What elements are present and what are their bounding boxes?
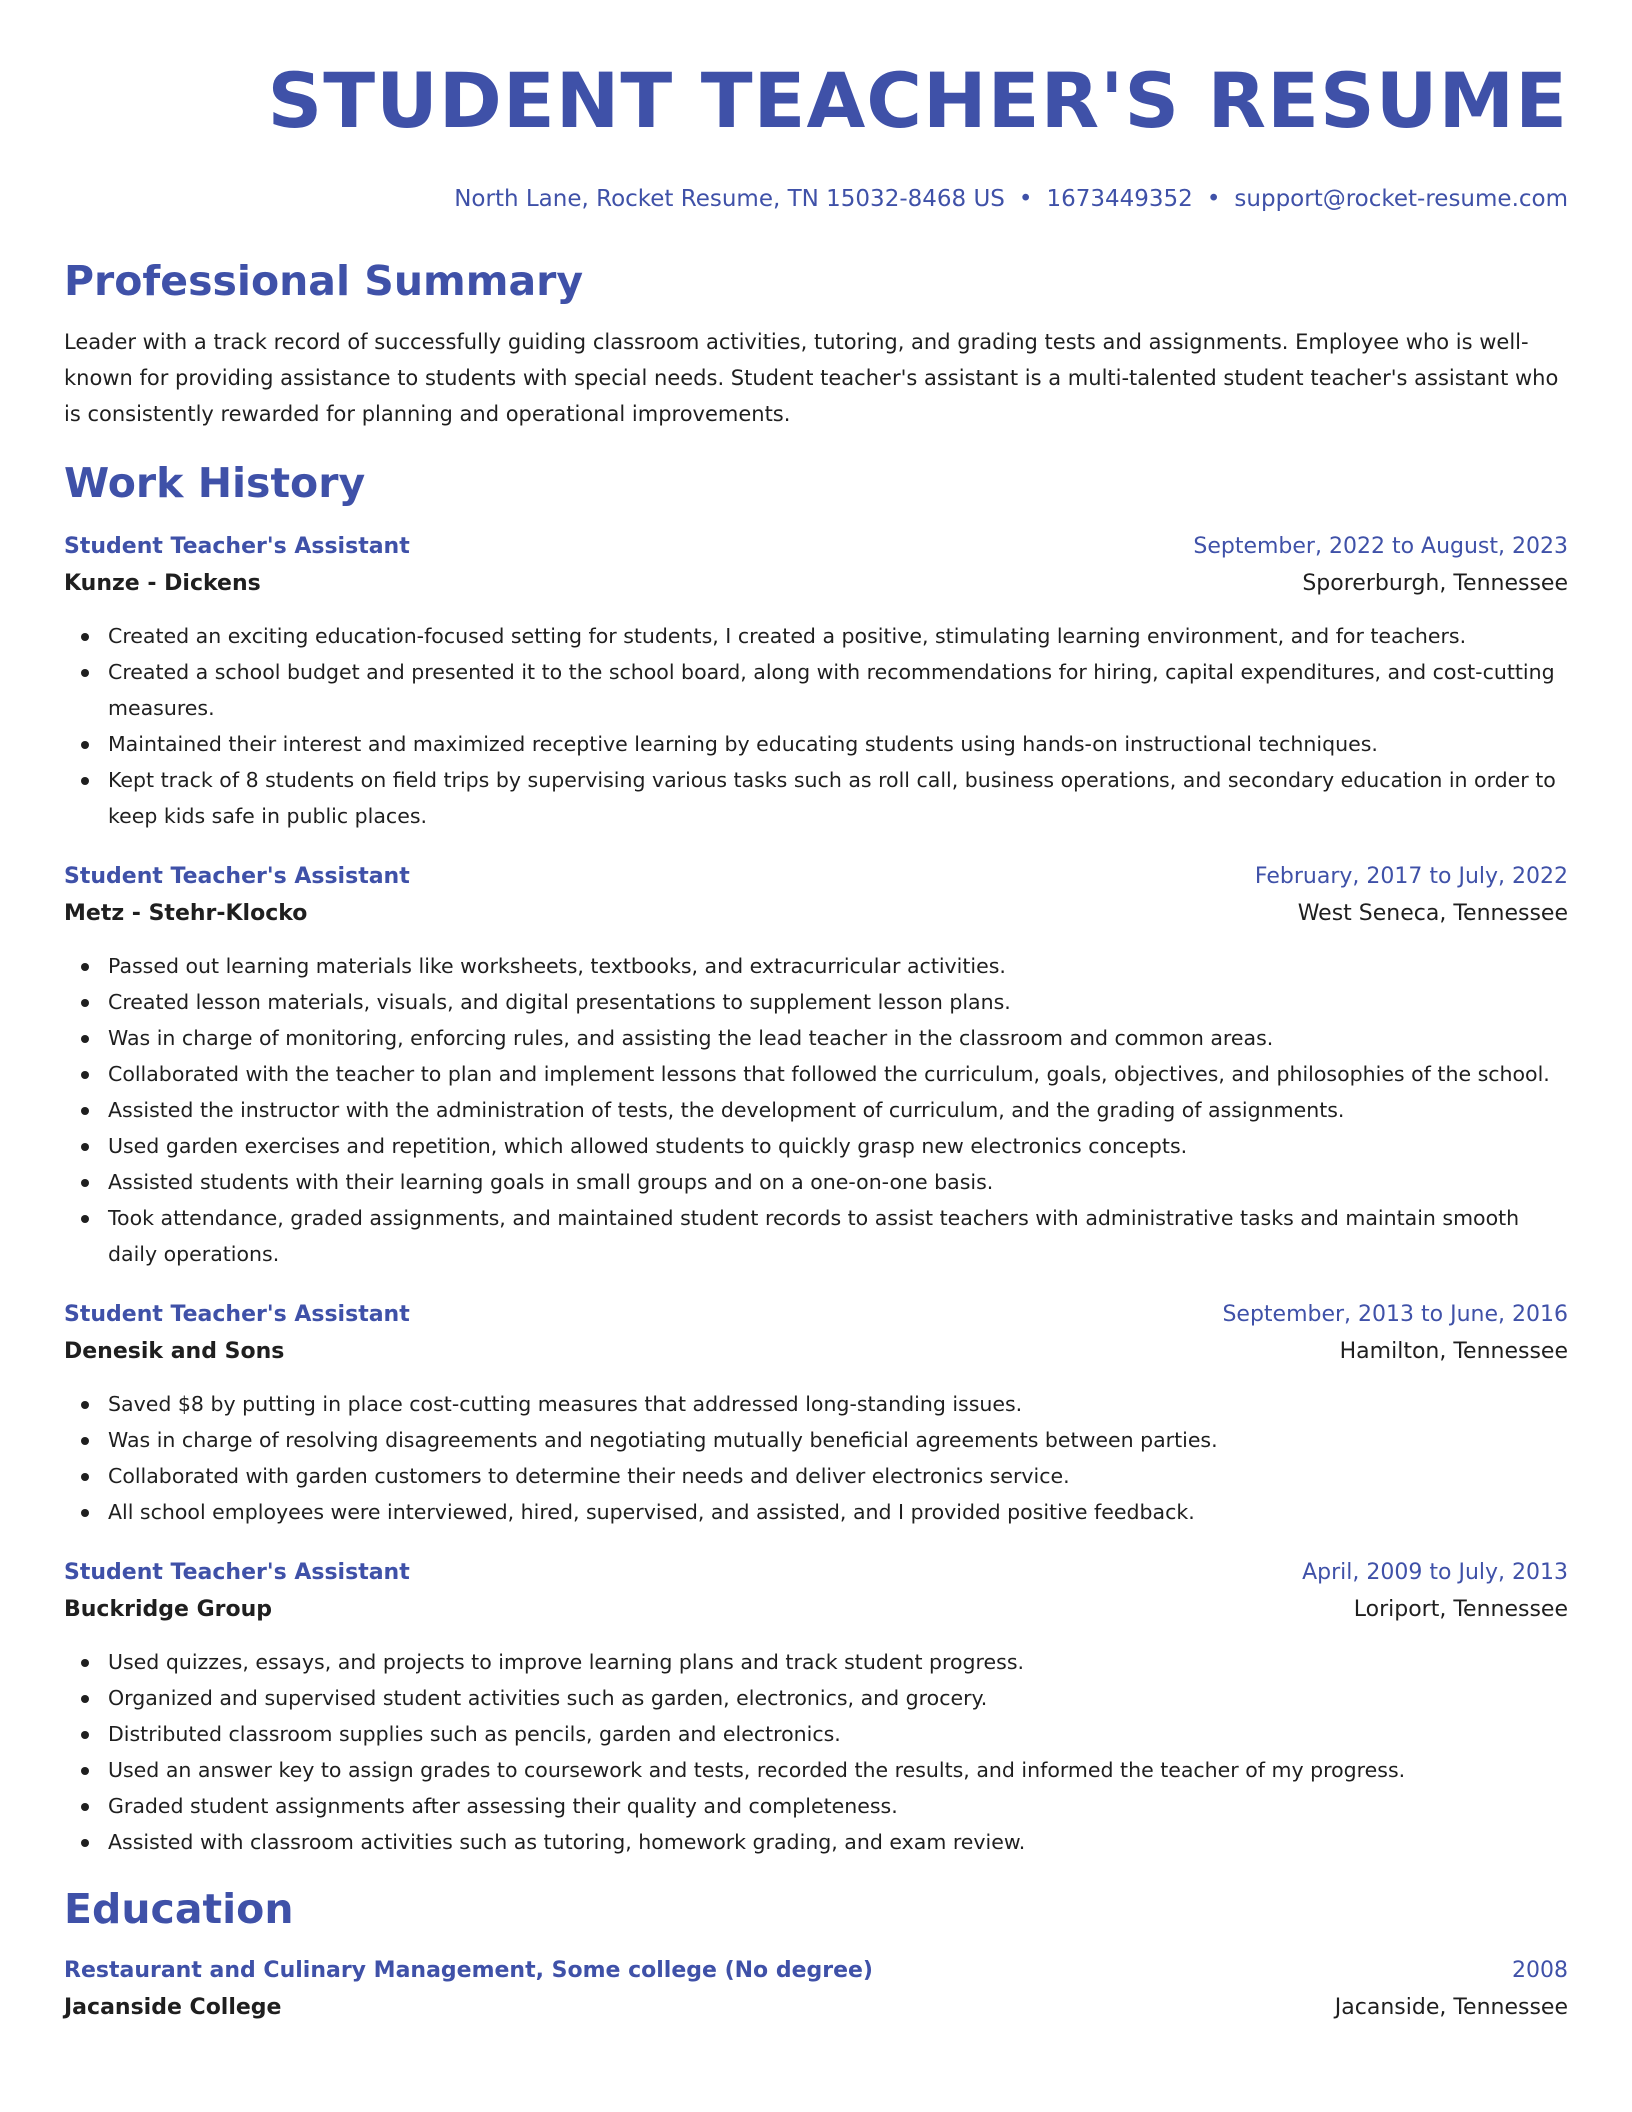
contact-separator: • [1206, 186, 1221, 212]
job-company: Denesik and Sons [64, 1339, 285, 1364]
job-company: Metz - Stehr-Klocko [64, 901, 308, 926]
job-dates: September, 2013 to June, 2016 [1222, 1302, 1568, 1327]
education-year: 2008 [1512, 1958, 1568, 1983]
job-location: Hamilton, Tennessee [1339, 1339, 1568, 1364]
job-entry [64, 1298, 1568, 1530]
job-bullet: Created an exciting education-focused setting for students, I created a positive, stimulating learning environment, and for teachers. [64, 618, 1568, 654]
job-company: Kunze - Dickens [64, 571, 261, 596]
job-entry [64, 1556, 1568, 1860]
job-bullet: Used an answer key to assign grades to coursework and tests, recorded the results, and informed the teacher of my progress. [64, 1752, 1568, 1788]
job-bullet: Was in charge of monitoring, enforcing rules, and assisting the lead teacher in the classroom and common areas. [64, 1020, 1568, 1056]
job-bullet: Used garden exercises and repetition, which allowed students to quickly grasp new electronics concepts. [64, 1128, 1568, 1164]
job-bullet: Saved $8 by putting in place cost-cutting measures that addressed long-standing issues. [64, 1386, 1568, 1422]
job-bullet: Maintained their interest and maximized receptive learning by educating students using hands-on instructional techniques. [64, 726, 1568, 762]
job-entry [64, 530, 1568, 834]
job-title: Student Teacher's Assistant [64, 1302, 410, 1327]
job-entry [64, 860, 1568, 1272]
job-bullet: Collaborated with the teacher to plan and implement lessons that followed the curriculum, goals, objectives, and philosophies of the school. [64, 1056, 1568, 1092]
contact-phone: 1673449352 [1046, 186, 1193, 212]
job-bullet: Assisted the instructor with the administration of tests, the development of curriculum, and the grading of assignments. [64, 1092, 1568, 1128]
education-degree: Restaurant and Culinary Management, Some college (No degree) [64, 1958, 873, 1983]
job-location: Sporerburgh, Tennessee [1302, 571, 1568, 596]
job-company: Buckridge Group [64, 1597, 273, 1622]
job-bullet: Created a school budget and presented it to the school board, along with recommendations for hiring, capital expenditures, and cost-cutting measures. [64, 654, 1568, 726]
job-dates: April, 2009 to July, 2013 [1302, 1560, 1568, 1585]
job-bullets [64, 1386, 1568, 1530]
job-bullet: Kept track of 8 students on field trips by supervising various tasks such as roll call, business operations, and secondary education in order to keep kids safe in public places. [64, 762, 1568, 834]
job-location: Loriport, Tennessee [1353, 1597, 1568, 1622]
contact-address: North Lane, Rocket Resume, TN 15032-8468 US [454, 186, 1005, 212]
job-bullet: Passed out learning materials like worksheets, textbooks, and extracurricular activities. [64, 948, 1568, 984]
job-title: Student Teacher's Assistant [64, 864, 410, 889]
job-bullet: Used quizzes, essays, and projects to improve learning plans and track student progress. [64, 1644, 1568, 1680]
job-bullet: Created lesson materials, visuals, and digital presentations to supplement lesson plans. [64, 984, 1568, 1020]
education-school: Jacanside College [64, 1995, 282, 2020]
contact-email: support@rocket-resume.com [1234, 186, 1568, 212]
contact-line [64, 184, 1568, 214]
resume-page [64, 0, 1568, 2028]
education-heading: Education [64, 1885, 294, 1933]
job-title: Student Teacher's Assistant [64, 534, 410, 559]
job-bullet: Collaborated with garden customers to determine their needs and deliver electronics service. [64, 1458, 1568, 1494]
job-bullets [64, 1644, 1568, 1860]
work-history-heading: Work History [64, 459, 366, 507]
job-bullet: Was in charge of resolving disagreements and negotiating mutually beneficial agreements between parties. [64, 1422, 1568, 1458]
resume-title: STUDENT TEACHER'S RESUME [267, 56, 1568, 145]
job-bullet: Graded student assignments after assessing their quality and completeness. [64, 1788, 1568, 1824]
job-bullet: Assisted students with their learning goals in small groups and on a one-on-one basis. [64, 1164, 1568, 1200]
summary-heading: Professional Summary [64, 257, 584, 305]
job-title: Student Teacher's Assistant [64, 1560, 410, 1585]
job-location: West Seneca, Tennessee [1297, 901, 1568, 926]
job-bullets [64, 618, 1568, 834]
education-location: Jacanside, Tennessee [1334, 1995, 1568, 2020]
job-bullet: Organized and supervised student activities such as garden, electronics, and grocery. [64, 1680, 1568, 1716]
job-bullet: All school employees were interviewed, hired, supervised, and assisted, and I provided positive feedback. [64, 1494, 1568, 1530]
job-bullet: Took attendance, graded assignments, and maintained student records to assist teachers with administrative tasks and maintain smooth daily operations. [64, 1200, 1568, 1272]
job-bullets [64, 948, 1568, 1272]
job-dates: February, 2017 to July, 2022 [1254, 864, 1568, 889]
job-dates: September, 2022 to August, 2023 [1193, 534, 1568, 559]
summary-text: Leader with a track record of successfully guiding classroom activities, tutoring, and grading tests and assignments. Employee who is well-known for providing assistance to students with special needs. Student teacher's assistant is a multi-talented student teacher's assistant who is consistently rewarded for planning and operational improvements. [64, 330, 1559, 426]
job-bullet: Distributed classroom supplies such as pencils, garden and electronics. [64, 1716, 1568, 1752]
contact-separator: • [1018, 186, 1033, 212]
education-entry [64, 1954, 1568, 2028]
job-bullet: Assisted with classroom activities such as tutoring, homework grading, and exam review. [64, 1824, 1568, 1860]
